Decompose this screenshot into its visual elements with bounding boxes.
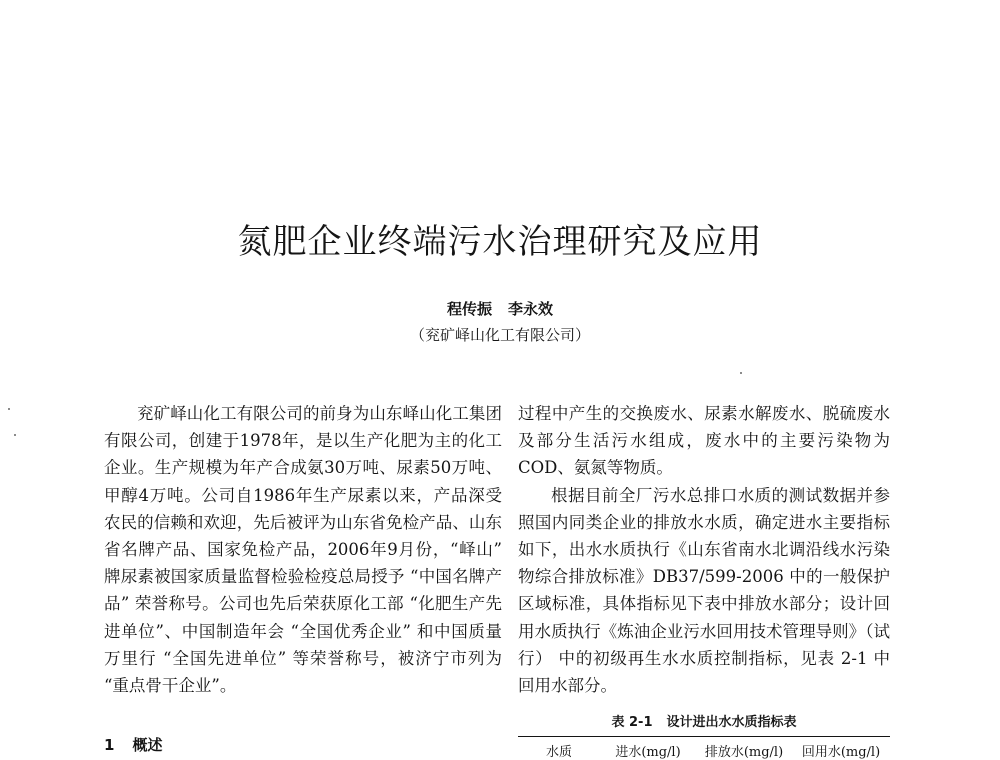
author-line (0, 298, 1000, 319)
table-header-cell: 水质 (545, 745, 572, 760)
section-label: 概述 (132, 736, 163, 754)
table-title: 设计进出水水质指标表 (666, 715, 797, 730)
section-number: 1 (104, 736, 115, 754)
article-title: 氮肥企业终端污水治理研究及应用 (237, 222, 763, 262)
right-column (518, 400, 890, 699)
body-paragraph: 过程中产生的交换废水、尿素水解废水、脱硫废水及部分生活污水组成，废水中的主要污染物为COD、氨氮等物质。 (518, 404, 890, 478)
table-header-cell: 进水(mg/l) (615, 745, 681, 760)
table-header-row (518, 741, 890, 760)
table-header-cell: 回用水(mg/l) (801, 745, 881, 760)
body-paragraph: 兖矿峄山化工有限公司的前身为山东峄山化工集团有限公司，创建于1978年，是以生产化肥为主的化工企业。生产规模为年产合成氨30万吨、尿素50万吨、甲醇4万吨。公司自1986年生产尿素以来，产品深受农民的信赖和欢迎，先后被评为山东省免检产品、山东省名牌产品、国家免检产品，2006年9月份，“峄山” 牌尿素被国家质量监督检验检疫总局授予 “中国名牌产品” 荣誉称号。公司也先后荣获原化工部 “化肥生产先进单位”、中国制造年会 “全国优秀企业” 和中国质量万里行 “全国先进单位” 等荣誉称号，被济宁市列为 “重点骨干企业”。 (104, 404, 502, 696)
scan-speck (740, 372, 742, 374)
author-name: 程传振 (446, 300, 492, 318)
scan-speck (14, 434, 16, 436)
left-column (104, 400, 502, 699)
author-name: 李永效 (508, 300, 554, 318)
scan-speck (8, 408, 10, 410)
table-top-rule (518, 736, 890, 737)
table-caption (518, 711, 890, 730)
table-header-cell: 排放水(mg/l) (704, 745, 784, 760)
body-paragraph: 根据目前全厂污水总排口水质的测试数据并参照国内同类企业的排放水水质，确定进水主要指标如下，出水水质执行《山东省南水北调沿线水污染物综合排放标准》DB37/599-2006 中的一般保护区域标准，具体指标见下表中排放水部分；设计回用水质执行《炼油企业污水回用技术管理导则》（试行） 中的初级再生水水质控制指标，见表 2-1 中回用水部分。 (518, 485, 890, 696)
section-heading (104, 734, 162, 755)
table-number: 表 2-1 (611, 715, 653, 730)
affiliation: （兖矿峄山化工有限公司） (409, 326, 590, 344)
